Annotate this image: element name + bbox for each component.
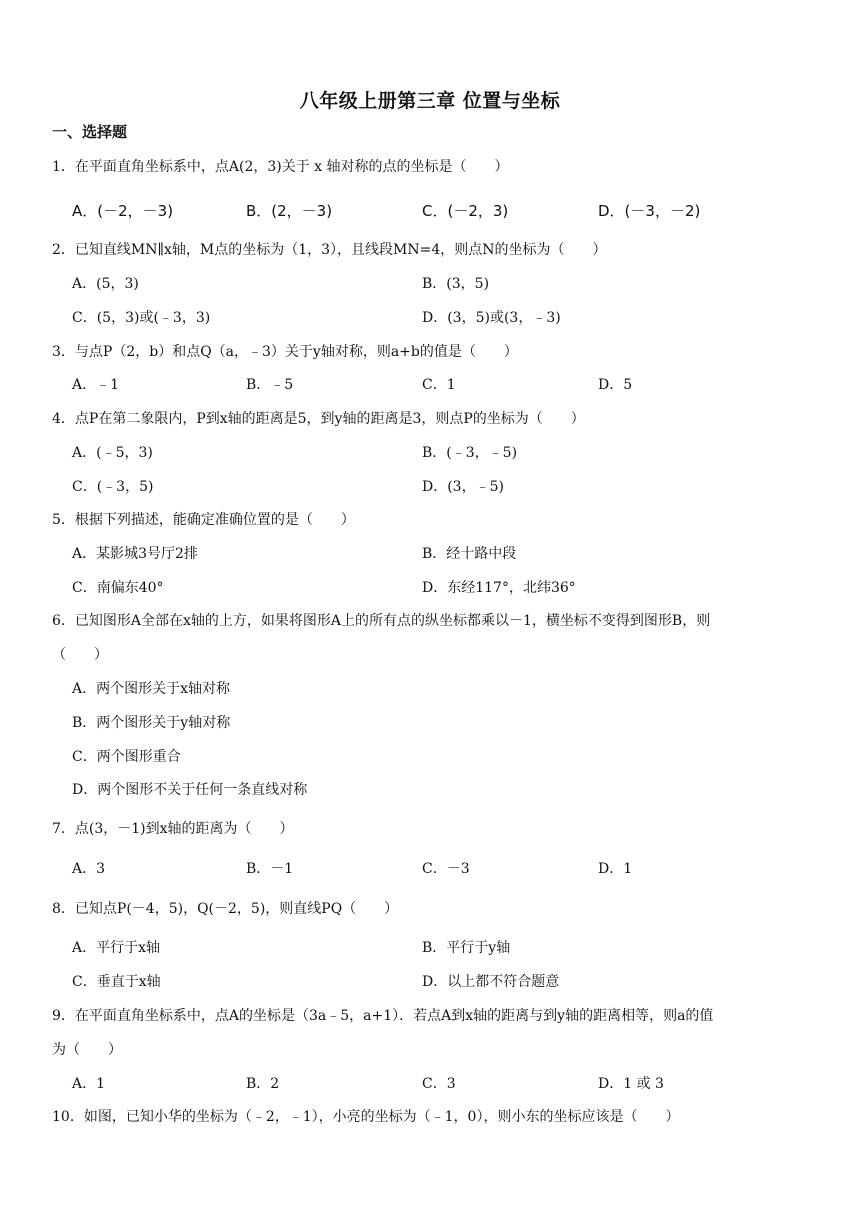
- question-9-option-a[interactable]: A．1: [72, 1076, 106, 1092]
- question-6-stem-line-1: 6．已知图形A全部在x轴的上方，如果将图形A上的所有点的纵坐标都乘以－1，横坐标不变得到图形B，则: [52, 613, 711, 629]
- question-8-option-a[interactable]: A．平行于x轴: [72, 940, 161, 956]
- question-9-stem-line-2: 为（ ）: [52, 1042, 122, 1058]
- question-9-option-c[interactable]: C．3: [422, 1076, 456, 1092]
- question-1-option-b[interactable]: B．(2，－3): [246, 202, 333, 220]
- question-5-option-d[interactable]: D．东经117°，北纬36°: [422, 580, 576, 596]
- question-7-option-c[interactable]: C．－3: [422, 861, 470, 877]
- question-6-stem-line-2: （ ）: [52, 647, 108, 663]
- question-3-option-a[interactable]: A．﹣1: [72, 377, 120, 393]
- question-9-option-b[interactable]: B．2: [246, 1076, 280, 1092]
- question-6-option-d[interactable]: D．两个图形不关于任何一条直线对称: [72, 782, 308, 798]
- question-8-option-b[interactable]: B．平行于y轴: [422, 940, 511, 956]
- question-6-option-b[interactable]: B．两个图形关于y轴对称: [72, 715, 231, 731]
- question-8-option-c[interactable]: C．垂直于x轴: [72, 974, 161, 990]
- page-title: 八年级上册第三章 位置与坐标: [299, 90, 561, 112]
- question-4-option-a[interactable]: A．(﹣5，3): [72, 445, 153, 461]
- question-5-option-c[interactable]: C．南偏东40°: [72, 580, 164, 596]
- question-1-option-a[interactable]: A．(－2，－3): [72, 202, 174, 220]
- question-2-option-b[interactable]: B．(3，5): [422, 276, 490, 292]
- question-6-option-a[interactable]: A．两个图形关于x轴对称: [72, 681, 231, 697]
- question-10-stem: 10．如图，已知小华的坐标为（﹣2，﹣1），小亮的坐标为（﹣1，0），则小东的坐标应该是（ ）: [52, 1109, 680, 1125]
- question-7-option-d[interactable]: D．1: [598, 861, 633, 877]
- question-6-option-c[interactable]: C．两个图形重合: [72, 749, 181, 765]
- question-1-option-c[interactable]: C．(－2，3): [422, 202, 509, 220]
- question-5-option-a[interactable]: A．某影城3号厅2排: [72, 546, 198, 562]
- question-1-option-d[interactable]: D．(－3，－2): [598, 202, 701, 220]
- question-3-option-d[interactable]: D．5: [598, 377, 633, 393]
- question-1-stem: 1．在平面直角坐标系中，点A(2，3)关于 x 轴对称的点的坐标是（ ）: [52, 159, 509, 175]
- question-7-option-b[interactable]: B．－1: [246, 861, 294, 877]
- question-5-stem: 5．根据下列描述，能确定准确位置的是（ ）: [52, 512, 355, 528]
- question-7-stem: 7．点(3，－1)到x轴的距离为（ ）: [52, 821, 294, 837]
- question-4-option-d[interactable]: D．(3，﹣5): [422, 479, 504, 495]
- question-4-stem: 4．点P在第二象限内，P到x轴的距离是5，到y轴的距离是3，则点P的坐标为（ ）: [52, 411, 585, 427]
- section-heading: 一、选择题: [52, 123, 128, 141]
- question-2-stem: 2．已知直线MN∥x轴，M点的坐标为（1，3），且线段MN=4，则点N的坐标为（ ）: [52, 242, 607, 258]
- question-2-option-c[interactable]: C．(5，3)或(﹣3，3): [72, 310, 211, 326]
- question-7-option-a[interactable]: A．3: [72, 861, 106, 877]
- question-4-option-b[interactable]: B．(﹣3，﹣5): [422, 445, 518, 461]
- question-5-option-b[interactable]: B．经十路中段: [422, 546, 517, 562]
- question-3-option-c[interactable]: C．1: [422, 377, 456, 393]
- question-3-option-b[interactable]: B．﹣5: [246, 377, 294, 393]
- question-2-option-a[interactable]: A．(5，3): [72, 276, 139, 292]
- question-3-stem: 3．与点P（2，b）和点Q（a，﹣3）关于y轴对称，则a+b的值是（ ）: [52, 344, 518, 360]
- question-4-option-c[interactable]: C．(﹣3，5): [72, 479, 154, 495]
- question-2-option-d[interactable]: D．(3，5)或(3，﹣3): [422, 310, 561, 326]
- question-8-option-d[interactable]: D．以上都不符合题意: [422, 974, 560, 990]
- question-9-stem-line-1: 9．在平面直角坐标系中，点A的坐标是（3a﹣5，a+1）．若点A到x轴的距离与到y轴的距离相等，则a的值: [52, 1008, 714, 1024]
- question-9-option-d[interactable]: D．1 或 3: [598, 1076, 664, 1092]
- question-8-stem: 8．已知点P(－4，5)，Q(－2，5)，则直线PQ（ ）: [52, 901, 399, 917]
